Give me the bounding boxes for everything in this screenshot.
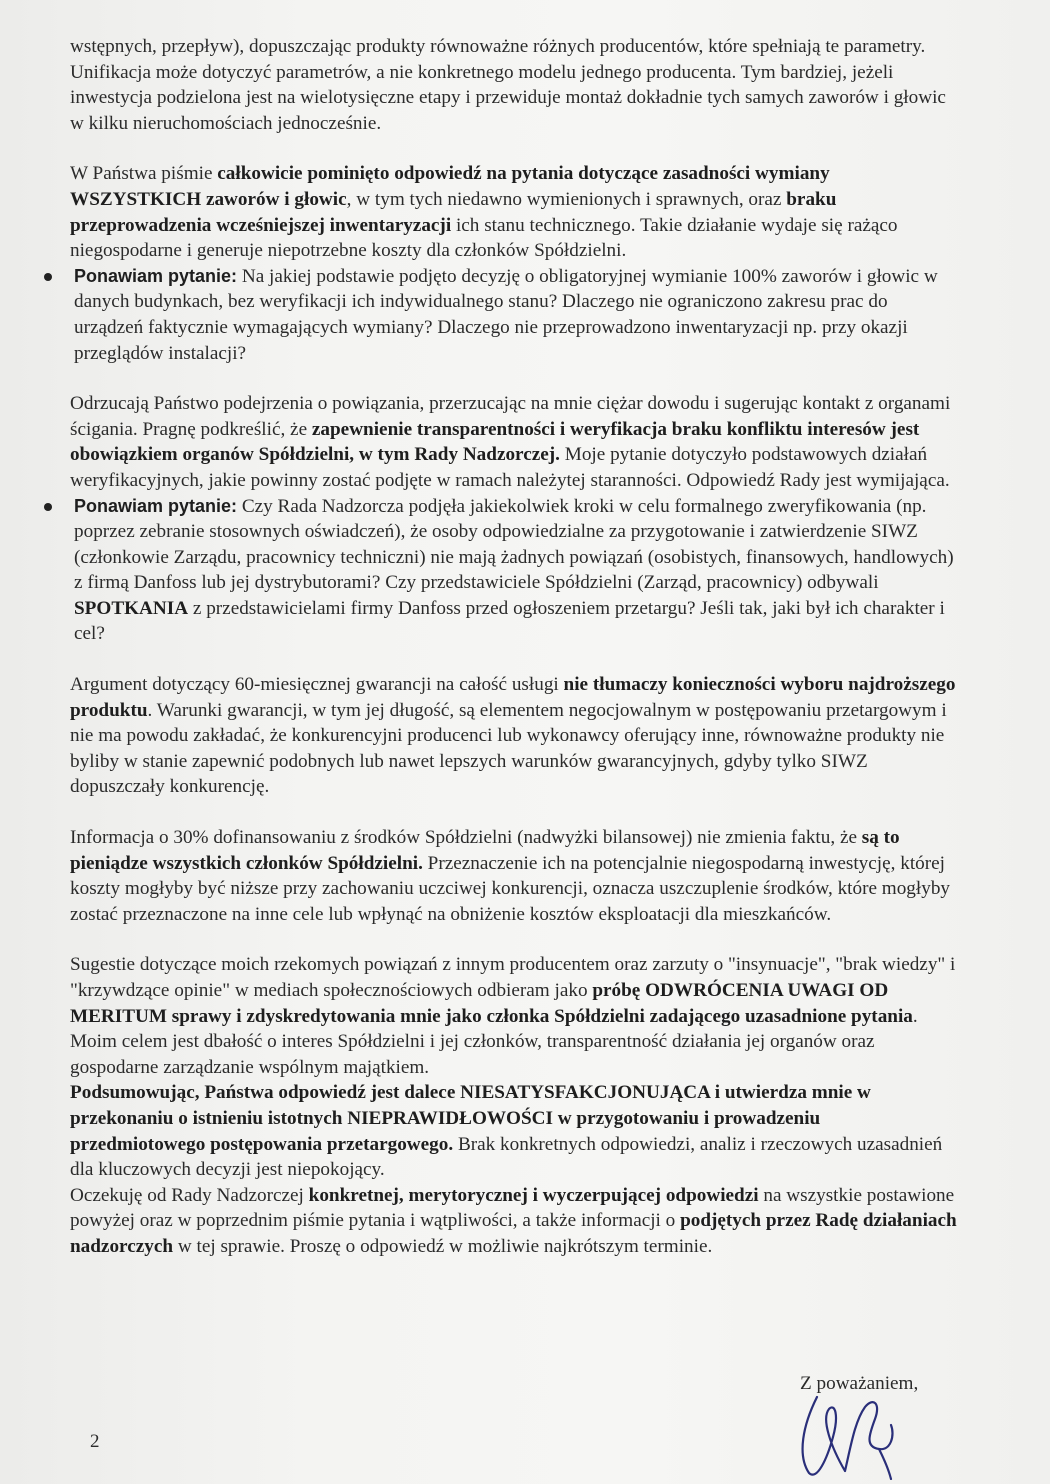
- letter-body: [70, 34, 960, 1260]
- bullet-dot: [44, 273, 52, 281]
- paragraph-warranty: Argument dotyczący 60-miesięcznej gwarancji na całość usługi nie tłumaczy konieczności wyboru najdroższego produktu. Warunki gwarancji, w tym jej długość, są elementem negocjowalnym w postępowaniu przetargowym i nie ma powodu zakładać, że konkurencyjni producenci lub wykonawcy oferujący inne, równoważne produkty nie byliby w stanie zapewnić podobnych lub nawet lepszych warunków gwarancyjnych, gdyby tylko SIWZ dopuszczały konkurencję.: [70, 674, 956, 798]
- paragraph-replacement-scope: W Państwa piśmie całkowicie pominięto odpowiedź na pytania dotyczące zasadności wymiany WSZYSTKICH zaworów i głowic, w tym tych niedawno wymienionych i sprawnych, oraz braku przeprowadzenia wcześniejszej inwentaryzacji ich stanu technicznego. Takie działanie wydaje się rażąco niegospodarne i generuje niepotrzebne koszty dla członków Spółdzielni.: [70, 163, 898, 262]
- handwritten-signature: [795, 1385, 915, 1480]
- bullet-lead: Ponawiam pytanie:: [74, 495, 238, 516]
- emphasis-text: zapewnienie transparentności i weryfikacja braku konfliktu interesów jest obowiązkiem organów Spółdzielni, w tym Rady Nadzorczej.: [70, 418, 920, 466]
- paragraph-funding: Informacja o 30% dofinansowaniu z środków Spółdzielni (nadwyżki bilansowej) nie zmienia faktu, że są to pieniądze wszystkich członków Spółdzielni. Przeznaczenie ich na potencjalnie niegospodarną inwestycję, której koszty mogłyby być niższe przy zachowaniu uczciwej konkurencji, oznacza uszczuplenie środków, które mogłyby zostać przeznaczone na inne cele lub wpłynąć na obniżenie kosztów eksploatacji dla mieszkańców.: [70, 827, 951, 925]
- emphasis-text: całkowicie pominięto odpowiedź na pytania dotyczące zasadności wymiany WSZYSTKICH zaworów i głowic: [70, 163, 830, 210]
- paragraph-summary: Podsumowując, Państwa odpowiedź jest dalece NIESATYSFAKCJONUJĄCA i utwierdza mnie w przekonaniu o istnieniu istotnych NIEPRAWIDŁOWOŚCI w przygotowaniu i prowadzeniu przedmiotowego postępowania przetargowego. Brak konkretnych odpowiedzi, analiz i rzeczowych uzasadnień dla kluczowych decyzji jest niepokojący.: [70, 1082, 943, 1181]
- bullet-question-1: Ponawiam pytanie: Na jakiej podstawie podjęto decyzję o obligatoryjnej wymianie 100% zaworów i głowic w danych budynkach, bez weryfikacji ich indywidualnego stanu? Dlaczego nie ograniczono zakresu prac do urządzeń faktycznie wymagających wymiany? Dlaczego nie przeprowadzono inwentaryzacji np. przy okazji przeglądów instalacji?: [70, 264, 960, 366]
- paragraph-suggestions: Sugestie dotyczące moich rzekomych powiązań z innym producentem oraz zarzuty o "insynuacje", "brak wiedzy" i "krzywdzące opinie" w mediach społecznościowych odbieram jako próbę ODWRÓCENIA UWAGI OD MERITUM sprawy i zdyskredytowania mnie jako członka Spółdzielni zadającego uzasadnione pytania. Moim celem jest dbałość o interes Spółdzielni i jej członków, transparentność działania jej organów oraz gospodarne zarządzanie wspólnym majątkiem.: [70, 954, 956, 1078]
- emphasis-text: próbę ODWRÓCENIA UWAGI OD MERITUM sprawy i zdyskredytowania mnie jako członka Spółdzielni zadającego uzasadnione pytania: [70, 980, 913, 1027]
- emphasis-text: Podsumowując, Państwa odpowiedź jest dalece NIESATYSFAKCJONUJĄCA i utwierdza mnie w przekonaniu o istnieniu istotnych NIEPRAWIDŁOWOŚCI w przygotowaniu i prowadzeniu przedmiotowego postępowania przetargowego.: [70, 1082, 871, 1155]
- paragraph-conflict-of-interest: Odrzucają Państwo podejrzenia o powiązania, przerzucając na mnie ciężar dowodu i sugerując kontakt z organami ścigania. Pragnę podkreślić, że zapewnienie transparentności i weryfikacja braku konfliktu interesów jest obowiązkiem organów Spółdzielni, w tym Rady Nadzorczej. Moje pytanie dotyczyło podstawowych działań weryfikacyjnych, jakie powinny zostać podjęte w ramach należytej staranności. Odpowiedź Rady jest wymijająca.: [70, 393, 951, 491]
- emphasis-text: braku przeprowadzenia wcześniejszej inwentaryzacji: [70, 188, 837, 236]
- bullet-lead: Ponawiam pytanie:: [74, 265, 238, 286]
- closing-salutation: Z poważaniem,: [800, 1373, 919, 1394]
- emphasis-text: SPOTKANIA: [74, 597, 189, 619]
- paragraph-expectation: Oczekuję od Rady Nadzorczej konkretnej, merytorycznej i wyczerpującej odpowiedzi na wszystkie postawione powyżej oraz w poprzednim piśmie pytania i wątpliwości, a także informacji o podjętych przez Radę działaniach nadzorczych w tej sprawie. Proszę o odpowiedź w możliwie najkrótszym terminie.: [70, 1184, 957, 1257]
- page-number: 2: [90, 1431, 100, 1452]
- emphasis-text: nie tłumaczy konieczności wyboru najdroższego produktu: [70, 674, 956, 721]
- bullet-dot: [44, 503, 52, 511]
- emphasis-text: podjętych przez Radę działaniach nadzorczych: [70, 1210, 957, 1257]
- paragraph-unification: wstępnych, przepływ), dopuszczając produkty równoważne różnych producentów, które spełniają te parametry. Unifikacja może dotyczyć parametrów, a nie konkretnego modelu jednego producenta. Tym bardziej, jeżeli inwestycja podzielona jest na wielotysięczne etapy i przewiduje montaż dokładnie tych samych zaworów i głowic w kilku nieruchomościach jednocześnie.: [70, 36, 946, 134]
- bullet-question-2: Ponawiam pytanie: Czy Rada Nadzorcza podjęła jakiekolwiek kroki w celu formalnego zweryfikowania (np. poprzez zebranie stosownych oświadczeń), że osoby odpowiedzialne za przygotowanie i zatwierdzenie SIWZ (członkowie Zarządu, pracownicy techniczni) nie mają żadnych powiązań (osobistych, finansowych, handlowych) z firmą Danfoss lub jej dystrybutorami? Czy przedstawiciele Spółdzielni (Zarząd, pracownicy) odbywali SPOTKANIA z przedstawicielami firmy Danfoss przed ogłoszeniem przetargu? Jeśli tak, jaki był ich charakter i cel?: [70, 494, 960, 648]
- emphasis-text: konkretnej, merytorycznej i wyczerpującej odpowiedzi: [308, 1184, 759, 1206]
- emphasis-text: są to pieniądze wszystkich członków Spółdzielni.: [70, 827, 900, 874]
